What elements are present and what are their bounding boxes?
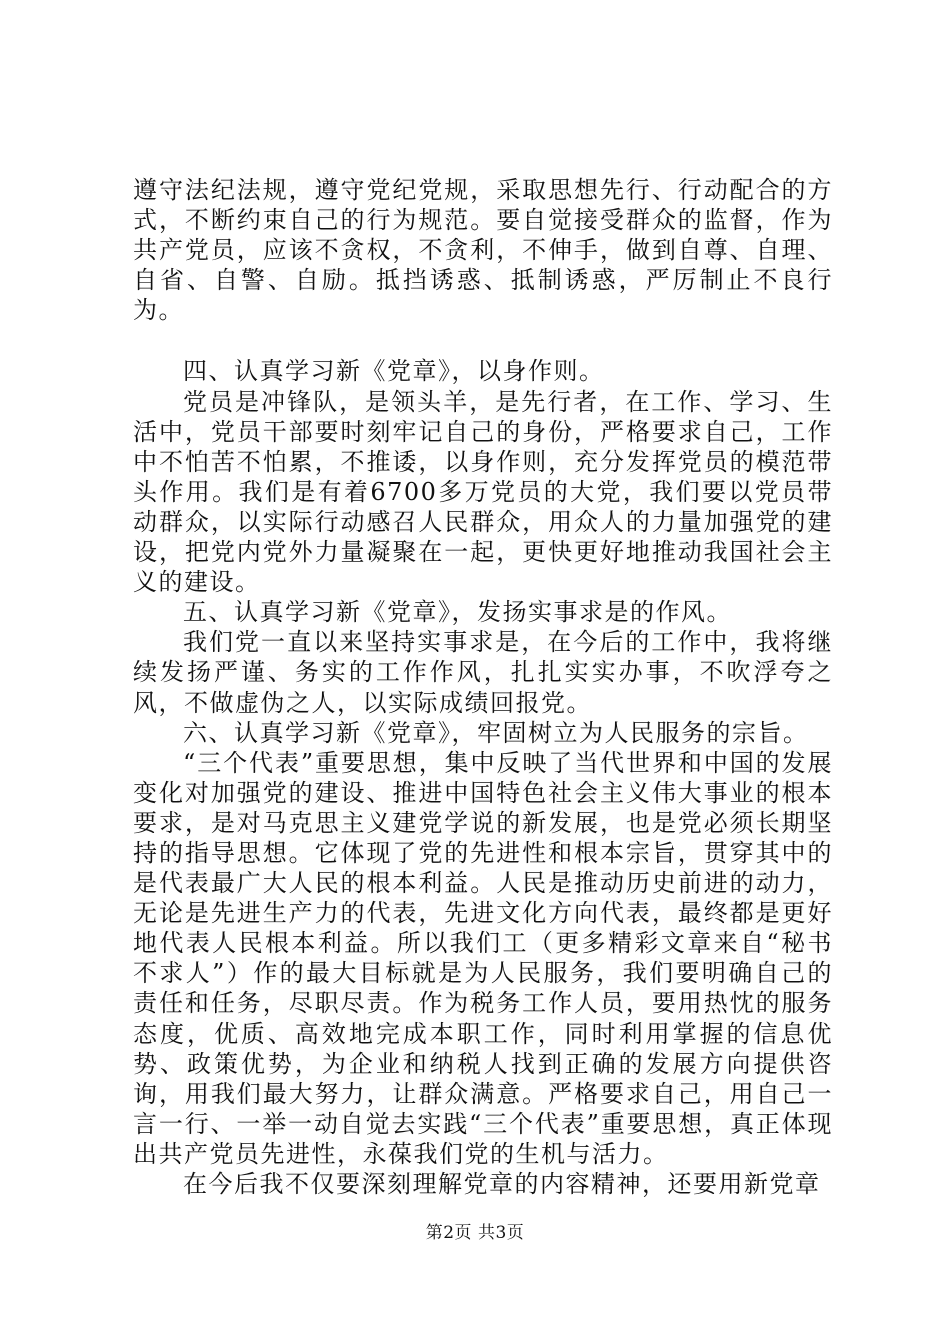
paragraph-seek-truth: 我们党一直以来坚持实事求是，在今后的工作中，我将继续发扬严谨、务实的工作作风，扎扎实实办事，不吹浮夸之风，不做虚伪之人，以实际成绩回报党。 xyxy=(133,628,833,717)
paragraph-gap xyxy=(133,325,833,356)
document-body xyxy=(133,175,833,1199)
paragraph-discipline-continued: 遵守法纪法规，遵守党纪党规，采取思想先行、行动配合的方式，不断约束自己的行为规范。要自觉接受群众的监督，作为共产党员，应该不贪权，不贪利，不伸手，做到自尊、自理、自省、自警、自励。抵挡诱惑、抵制诱惑，严厉制止不良行为。 xyxy=(133,176,833,325)
section-heading-four: 四、认真学习新《党章》，以身作则。 xyxy=(183,357,605,386)
section-heading-six: 六、认真学习新《党章》，牢固树立为人民服务的宗旨。 xyxy=(183,718,809,747)
paragraph-serve-the-people: “三个代表”重要思想，集中反映了当代世界和中国的发展变化对加强党的建设、推进中国特色社会主义伟大事业的根本要求，是对马克思主义建党学说的新发展，也是党必须长期坚持的指导思想。它体现了党的先进性和根本宗旨，贯穿其中的是代表最广大人民的根本利益。人民是推动历史前进的动力，无论是先进生产力的代表，先进文化方向代表，最终都是更好地代表人民根本利益。所以我们工（更多精彩文章来自“秘书不求人”）作的最大目标就是为人民服务，我们要明确自己的责任和任务，尽职尽责。作为税务工作人员，要用热忱的服务态度，优质、高效地完成本职工作，同时利用掌握的信息优势、政策优势，为企业和纳税人找到正确的发展方向提供咨询，用我们最大努力，让群众满意。严格要求自己，用自己一言一行、一举一动自觉去实践“三个代表”重要思想，真正体现出共产党员先进性，永葆我们党的生机与活力。 xyxy=(133,748,833,1168)
page-number-footer: 第2页 共3页 xyxy=(425,1223,525,1243)
paragraph-closing-partial: 在今后我不仅要深刻理解党章的内容精神，还要用新党章 xyxy=(183,1170,821,1198)
section-heading-five: 五、认真学习新《党章》，发扬实事求是的作风。 xyxy=(183,598,732,627)
paragraph-lead-by-example: 党员是冲锋队，是领头羊，是先行者，在工作、学习、生活中，党员干部要时刻牢记自己的身份，严格要求自己，工作中不怕苦不怕累，不推诿，以身作则，充分发挥党员的模范带头作用。我们是有着6700多万党员的大党，我们要以党员带动群众，以实际行动感召人民群众，用众人的力量加强党的建设，把党内党外力量凝聚在一起，更快更好地推动我国社会主义的建设。 xyxy=(133,387,833,597)
